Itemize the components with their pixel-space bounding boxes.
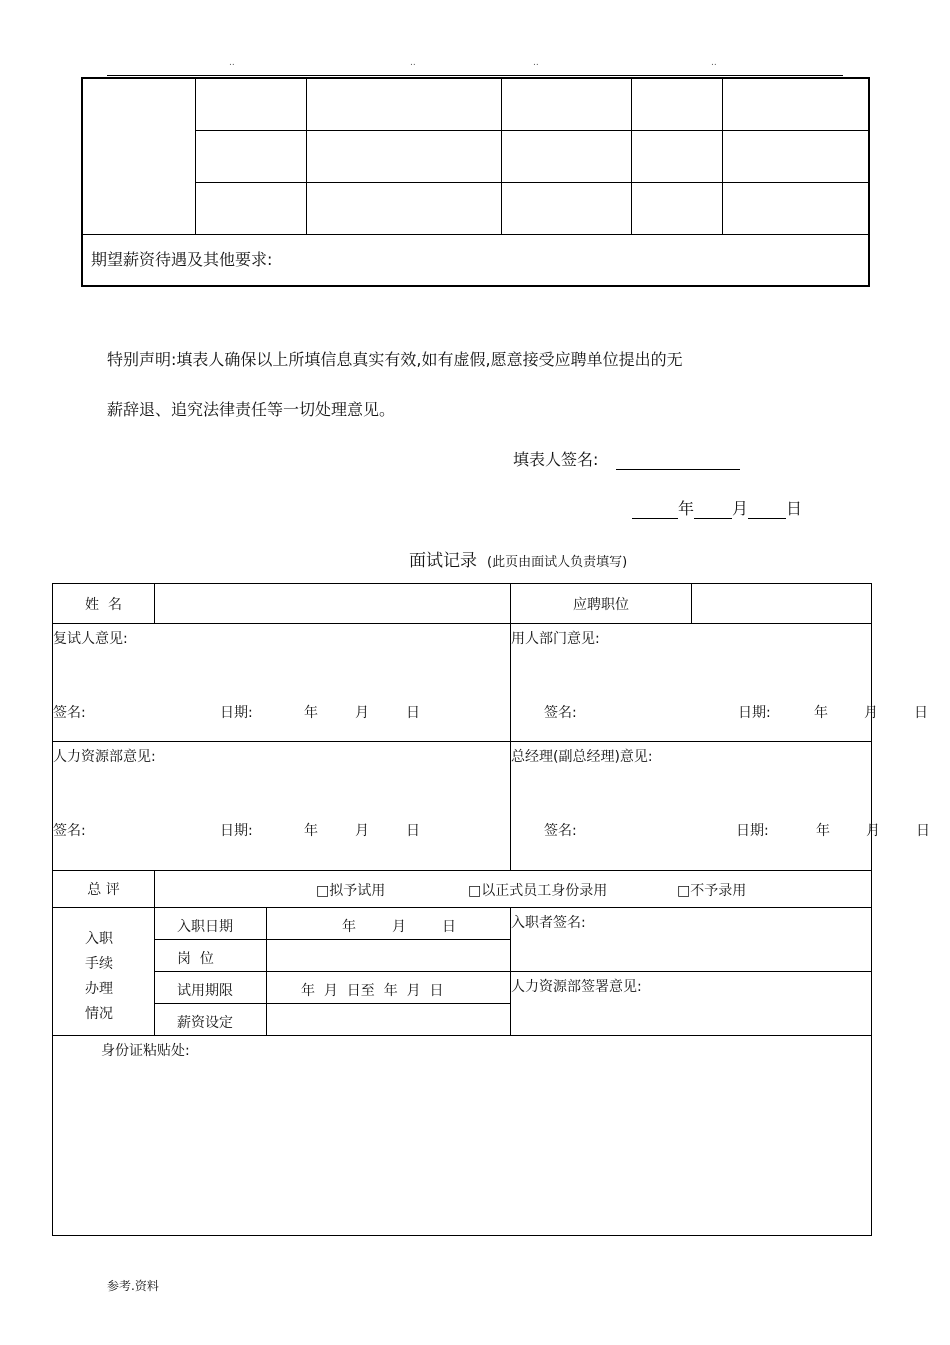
year-label: 年 [816,823,830,839]
post-label: 岗 位 [177,951,214,967]
table-cell[interactable] [501,131,631,183]
header-mark: .. [533,58,539,68]
month-label: 月 [864,705,878,721]
day-label: 日 [916,823,930,839]
month-label: 月 [355,823,369,839]
year-blank[interactable] [632,500,678,519]
sign-label: 签名: [544,705,577,721]
dept-opinion-label: 用人部门意见: [511,631,600,647]
signature-row [513,447,740,470]
table-cell[interactable] [631,183,722,235]
entrant-sign-label: 入职者签名: [511,915,586,931]
table-row [82,183,869,235]
table-cell[interactable] [501,183,631,235]
footer: 参考.资料 [107,1279,159,1293]
trial-label-cell [155,972,267,1004]
interview-title [409,546,627,571]
salary-cell[interactable] [82,235,869,287]
date-label: 日期: [736,823,769,839]
interview-table [52,583,930,1236]
onboard-label-line: 情况 [85,1006,113,1022]
onboard-row-1 [53,908,872,940]
option-formal-checkbox[interactable]: □以正式员工身份录用 [468,883,608,899]
table-cell[interactable] [306,183,501,235]
table-cell[interactable] [306,78,501,131]
table-cell[interactable] [501,78,631,131]
declaration-line-1: 特别声明:填表人确保以上所填信息真实有效,如有虚假,愿意接受应聘单位提出的无 [107,350,683,369]
day-label: 日 [914,705,928,721]
table-cell[interactable] [722,183,869,235]
onboard-label-cell [53,908,155,1036]
hr-sign-label: 人力资源部签署意见: [511,979,642,995]
table-cell[interactable] [722,131,869,183]
month-label: 月 [392,919,406,935]
day-label: 日 [786,499,803,518]
entry-date-label-cell [155,908,267,940]
table-cell[interactable] [195,131,306,183]
overall-label-cell [53,871,155,908]
day-label: 日 [442,919,456,935]
id-card-label: 身份证粘贴处: [101,1043,190,1059]
month-label: 月 [866,823,880,839]
post-label-cell [155,940,267,972]
day-label: 日 [406,823,420,839]
name-value-cell[interactable] [155,584,511,624]
position-label-cell [511,584,692,624]
date-label: 日期: [220,705,253,721]
hr-sign-cell[interactable] [511,972,872,1036]
name-label: 姓 名 [85,596,122,613]
onboard-label-line: 手续 [85,956,113,972]
signature-label: 填表人签名: [513,450,599,469]
table-cell[interactable] [195,183,306,235]
gm-opinion-cell[interactable] [511,742,930,871]
option-reject-checkbox[interactable]: □不予录用 [677,883,747,899]
header-mark: .. [410,58,416,68]
entry-date-label: 入职日期 [177,919,233,935]
interview-subtitle: (此页由面试人负责填写) [487,555,628,570]
entry-date-value-cell[interactable] [267,908,511,940]
header-mark: .. [229,58,235,68]
year-label: 年 [678,499,695,518]
merged-cell [82,78,195,235]
day-label: 日 [406,705,420,721]
month-label: 月 [732,499,749,518]
opinion-row-1 [53,624,872,742]
id-card-row [53,1036,872,1236]
month-label: 月 [355,705,369,721]
onboard-label-line: 办理 [85,981,113,997]
dept-opinion-cell[interactable] [511,624,928,742]
sign-label: 签名: [53,705,86,721]
gm-opinion-label: 总经理(副总经理)意见: [511,749,653,765]
overall-options-cell [155,871,872,908]
hr-opinion-label: 人力资源部意见: [53,749,156,765]
trial-value-cell[interactable] [267,972,511,1004]
id-card-cell[interactable] [53,1036,872,1236]
onboard-label-line: 入职 [85,931,113,947]
table-cell[interactable] [631,78,722,131]
opinion-row-2 [53,742,872,871]
year-label: 年 [814,705,828,721]
sign-label: 签名: [544,823,577,839]
overall-row [53,871,872,908]
header-rule [107,75,843,76]
signature-date [632,496,802,519]
salary-row [82,235,869,287]
salary-label-cell [155,1004,267,1036]
day-blank[interactable] [748,500,786,519]
salary-setting-label: 薪资设定 [177,1015,233,1031]
option-trial-checkbox[interactable]: □拟予试用 [316,883,386,899]
header-mark: .. [711,58,717,68]
table-cell[interactable] [722,78,869,131]
date-label: 日期: [738,705,771,721]
entrant-sign-cell[interactable] [511,908,872,972]
salary-value-cell[interactable] [267,1004,511,1036]
month-blank[interactable] [694,500,732,519]
year-label: 年 [304,705,318,721]
sign-label: 签名: [53,823,86,839]
hr-opinion-cell[interactable] [53,742,511,871]
overall-label: 总 评 [87,882,120,898]
salary-label: 期望薪资待遇及其他要求: [91,250,273,269]
table-row [82,131,869,183]
position-label: 应聘职位 [573,596,629,613]
retest-opinion-label: 复试人意见: [53,631,128,647]
table-cell[interactable] [631,131,722,183]
retest-opinion-cell[interactable] [53,624,511,742]
year-label: 年 [342,919,356,935]
onboard-row-3 [53,972,872,1004]
interview-title-text: 面试记录 [409,551,477,571]
year-label: 年 [304,823,318,839]
trial-value: 年 月 日至 年 月 日 [301,983,444,999]
declaration-line-2: 薪辞退、追究法律责任等一切处理意见。 [107,400,396,419]
date-label: 日期: [220,823,253,839]
name-label-cell [53,584,155,624]
name-row [53,584,872,624]
trial-label: 试用期限 [177,983,233,999]
post-value-cell[interactable] [267,940,511,972]
table-row [82,78,869,131]
work-history-table [81,77,870,287]
signature-line[interactable] [616,451,740,470]
position-value-cell[interactable] [692,584,872,624]
table-cell[interactable] [195,78,306,131]
table-cell[interactable] [306,131,501,183]
